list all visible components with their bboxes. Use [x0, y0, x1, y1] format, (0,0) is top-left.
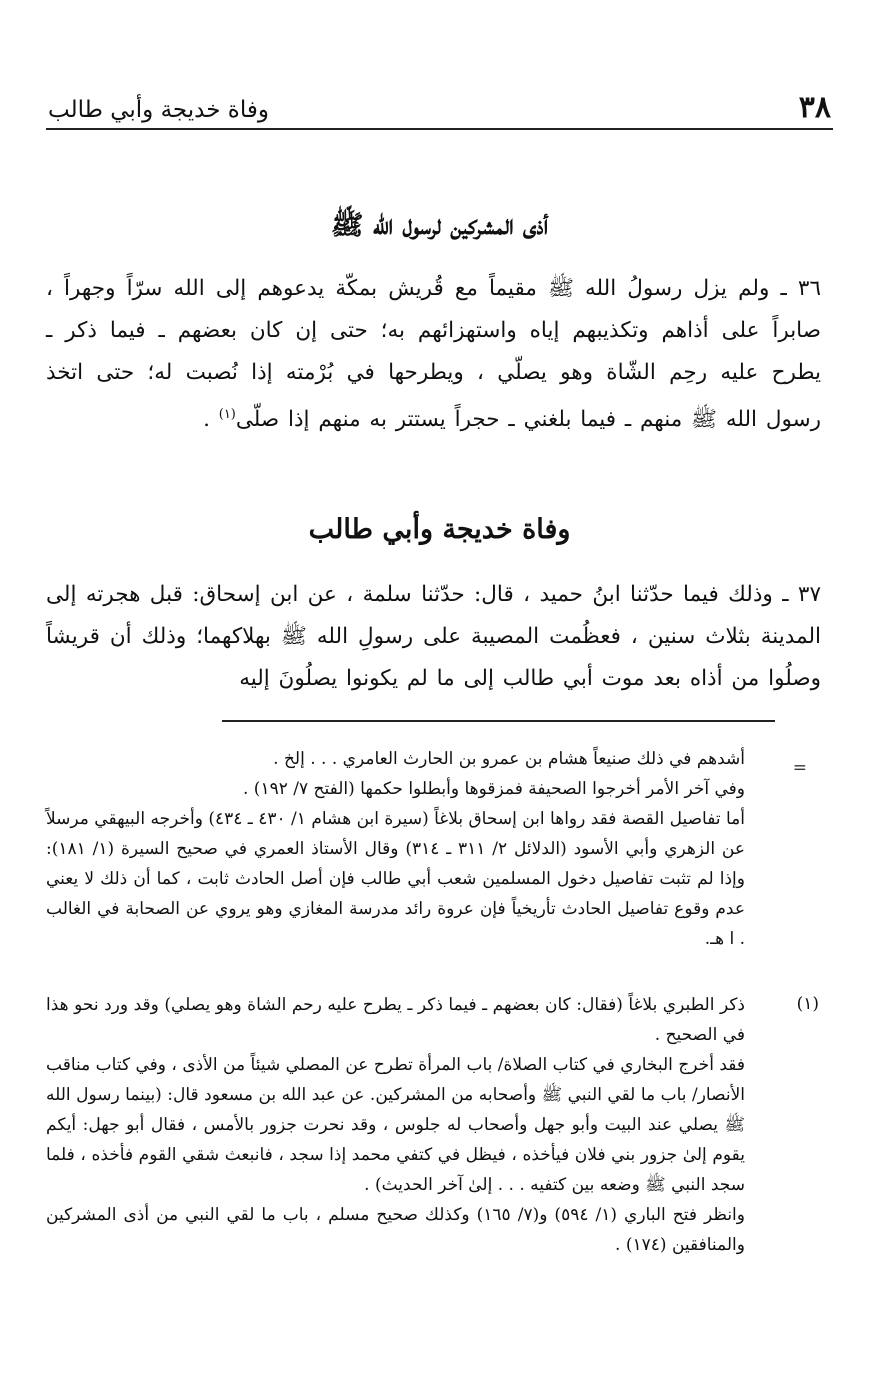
running-title: وفاة خديجة وأبي طالب: [48, 97, 269, 123]
paragraph-37: ٣٧ ـ وذلك فيما حدّثنا ابنُ حميد ، قال: حدّثنا سلمة ، عن ابن إسحاق: قبل هجرته إلى المدينة بثلاث سنين ، فعظُمت المصيبة على رسولِ الله ﷺ بهلاكهما؛ وذلك أن قريشاً وصلُوا من أذاه بعد موت أبي طالب إلى ما لم يكونوا يصلُونَ إليه: [46, 582, 821, 691]
footnote-line: ذكر الطبري بلاغاً (فقال: كان بعضهم ـ فيما ذكر ـ يطرح عليه رحم الشاة وهو يصلي) وقد ورد نحو هذا في الصحيح .: [46, 995, 745, 1045]
page-header: [48, 84, 831, 128]
section-heading-deaths: وفاة خديجة وأبي طالب: [308, 514, 571, 545]
footnote-line: وانظر فتح الباري (١/ ٥٩٤) و(٧/ ١٦٥) وكذلك صحيح مسلم ، باب ما لقي النبي من أذى المشركين والمنافقين (١٧٤) .: [46, 1205, 745, 1255]
paragraph-36: [46, 268, 821, 441]
continuation-mark: =: [792, 758, 807, 778]
footnote-1-marker: (١): [796, 994, 819, 1014]
footnote-ref-1: (١): [218, 407, 236, 422]
section-heading-persecution: أذى المشركين لرسول الله ﷺ: [330, 210, 549, 241]
header-rule: [46, 128, 833, 130]
footnote-line: وفي آخر الأمر أخرجوا الصحيفة فمزقوها وأبطلوا حكمها (الفتح ٧/ ١٩٢) .: [243, 779, 745, 799]
paragraph-36-end: .: [203, 407, 219, 433]
footnote-rule: [222, 720, 775, 722]
footnote-line: أما تفاصيل القصة فقد رواها ابن إسحاق بلاغاً (سيرة ابن هشام ١/ ٤٣٠ ـ ٤٣٤) وأخرجه البيهقي مرسلاً عن الزهري وأبي الأسود (الدلائل ٢/ ٣١١ ـ ٣١٤) وقال الأستاذ العمري في صحيح السيرة (١/ ١٨١): وإذا لم تثبت تفاصيل دخول المسلمين شعب أبي طالب فإن أصل الحادث ثابت ، كما أن ذلك لا يعني عدم وقوع تفاصيل الحادث تأريخياً فإن عروة رائد مدرسة المغازي وهو يروي عن الصحابة في الغالب . ا هـ.: [46, 809, 745, 949]
paragraph-36-text: ٣٦ ـ ولم يزل رسولُ الله ﷺ مقيماً مع قُريش بمكّة يدعوهم إلى الله سرّاً وجهراً ، صابراً على أذاهم وتكذيبهم إياه واستهزائهم به؛ حتى إن كان بعضهم ـ فيما ذكر ـ يطرح عليه رحِم الشّاة وهو يصلّي ، ويطرحها في بُرْمته إذا نُصبت له؛ حتى اتخذ رسول الله ﷺ منهم ـ فيما بلغني ـ حجراً يستتر به منهم إذا صلّى: [46, 276, 821, 433]
page-number: ٣٨: [798, 90, 831, 125]
footnote-line: أشدهم في ذلك صنيعاً هشام بن عمرو بن الحارث العامري . . . إلخ .: [273, 749, 745, 769]
footnote-continuation: [46, 744, 745, 954]
footnote-1: [46, 990, 745, 1260]
footnote-line: فقد أخرج البخاري في كتاب الصلاة/ باب المرأة تطرح عن المصلي شيئاً من الأذى ، وفي كتاب مناقب الأنصار/ باب ما لقي النبي ﷺ وأصحابه من المشركين. عن عبد الله بن مسعود قال: (بينما رسول الله ﷺ يصلي عند البيت وأبو جهل وأصحاب له جلوس ، وقد نحرت جزور بالأمس ، فقال أبو جهل: أيكم يقوم إلىٰ جزور بني فلان فيأخذه ، فيظل في كتفي محمد إذا سجد ، فانبعث شقي القوم فأخذه ، فلما سجد النبي ﷺ وضعه بين كتفيه . . . إلىٰ آخر الحديث) .: [46, 1055, 745, 1195]
